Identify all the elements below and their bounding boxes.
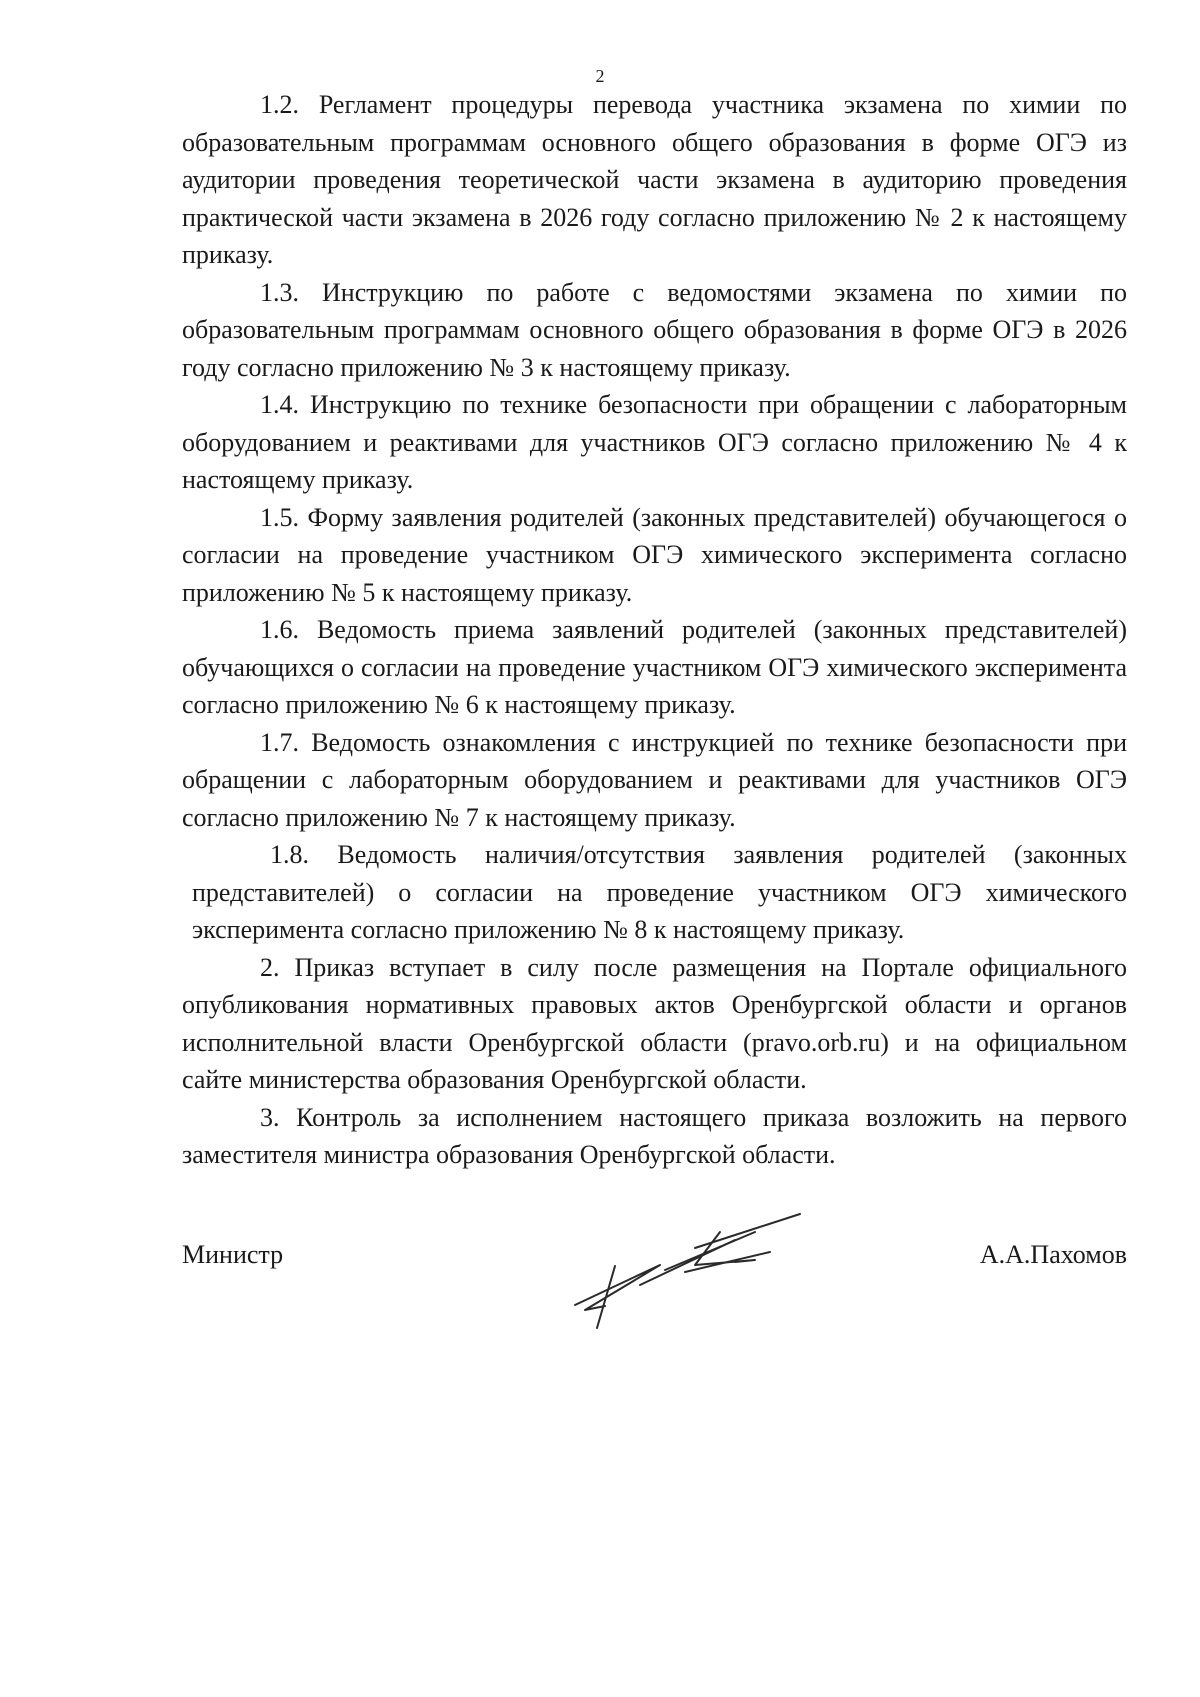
signatory-name: А.А.Пахомов (979, 1240, 1127, 1269)
paragraph-1-2: 1.2. Регламент процедуры перевода участника экзамена по химии по образовательным программам основного общего образования в форме ОГЭ из аудитории проведения теоретической части экзамена в аудиторию проведения практической части экзамена в 2026 году согласно приложению № 2 к настоящему приказу. (182, 90, 1127, 269)
page-number: 2 (595, 66, 605, 86)
paragraph-1-3: 1.3. Инструкцию по работе с ведомостями экзамена по химии по образовательным программам основного общего образования в форме ОГЭ в 2026 году согласно приложению № 3 к настоящему приказу. (182, 277, 1127, 382)
paragraph-3: 3. Контроль за исполнением настоящего приказа возложить на первого заместителя министра образования Оренбургской области. (182, 1102, 1127, 1169)
handwritten-signature (545, 1210, 805, 1330)
paragraph-1-4: 1.4. Инструкцию по технике безопасности при обращении с лабораторным оборудованием и реактивами для участников ОГЭ согласно приложению № 4 к настоящему приказу. (182, 390, 1127, 494)
paragraph-1-6: 1.6. Ведомость приема заявлений родителей (законных представителей) обучающихся о согласии на проведение участником ОГЭ химического эксперимента согласно приложению № 6 к настоящему приказу. (182, 615, 1127, 719)
document-body (182, 86, 1127, 1174)
paragraph-2: 2. Приказ вступает в силу после размещения на Портале официального опубликования нормативных правовых актов Оренбургской области и органов исполнительной власти Оренбургской области (pravo.orb.ru) и на официальном сайте министерства образования Оренбургской области. (182, 952, 1127, 1094)
paragraph-1-8: 1.8. Ведомость наличия/отсутствия заявления родителей (законных представителей) о согласии на проведение участником ОГЭ химического эксперимента согласно приложению № 8 к настоящему приказу. (192, 840, 1127, 944)
paragraph-1-5: 1.5. Форму заявления родителей (законных представителей) обучающегося о согласии на проведение участником ОГЭ химического эксперимента согласно приложению № 5 к настоящему приказу. (182, 502, 1127, 607)
signatory-title: Министр (182, 1240, 284, 1269)
paragraph-1-7: 1.7. Ведомость ознакомления с инструкцией по технике безопасности при обращении с лабораторным оборудованием и реактивами для участников ОГЭ согласно приложению № 7 к настоящему приказу. (182, 727, 1127, 832)
